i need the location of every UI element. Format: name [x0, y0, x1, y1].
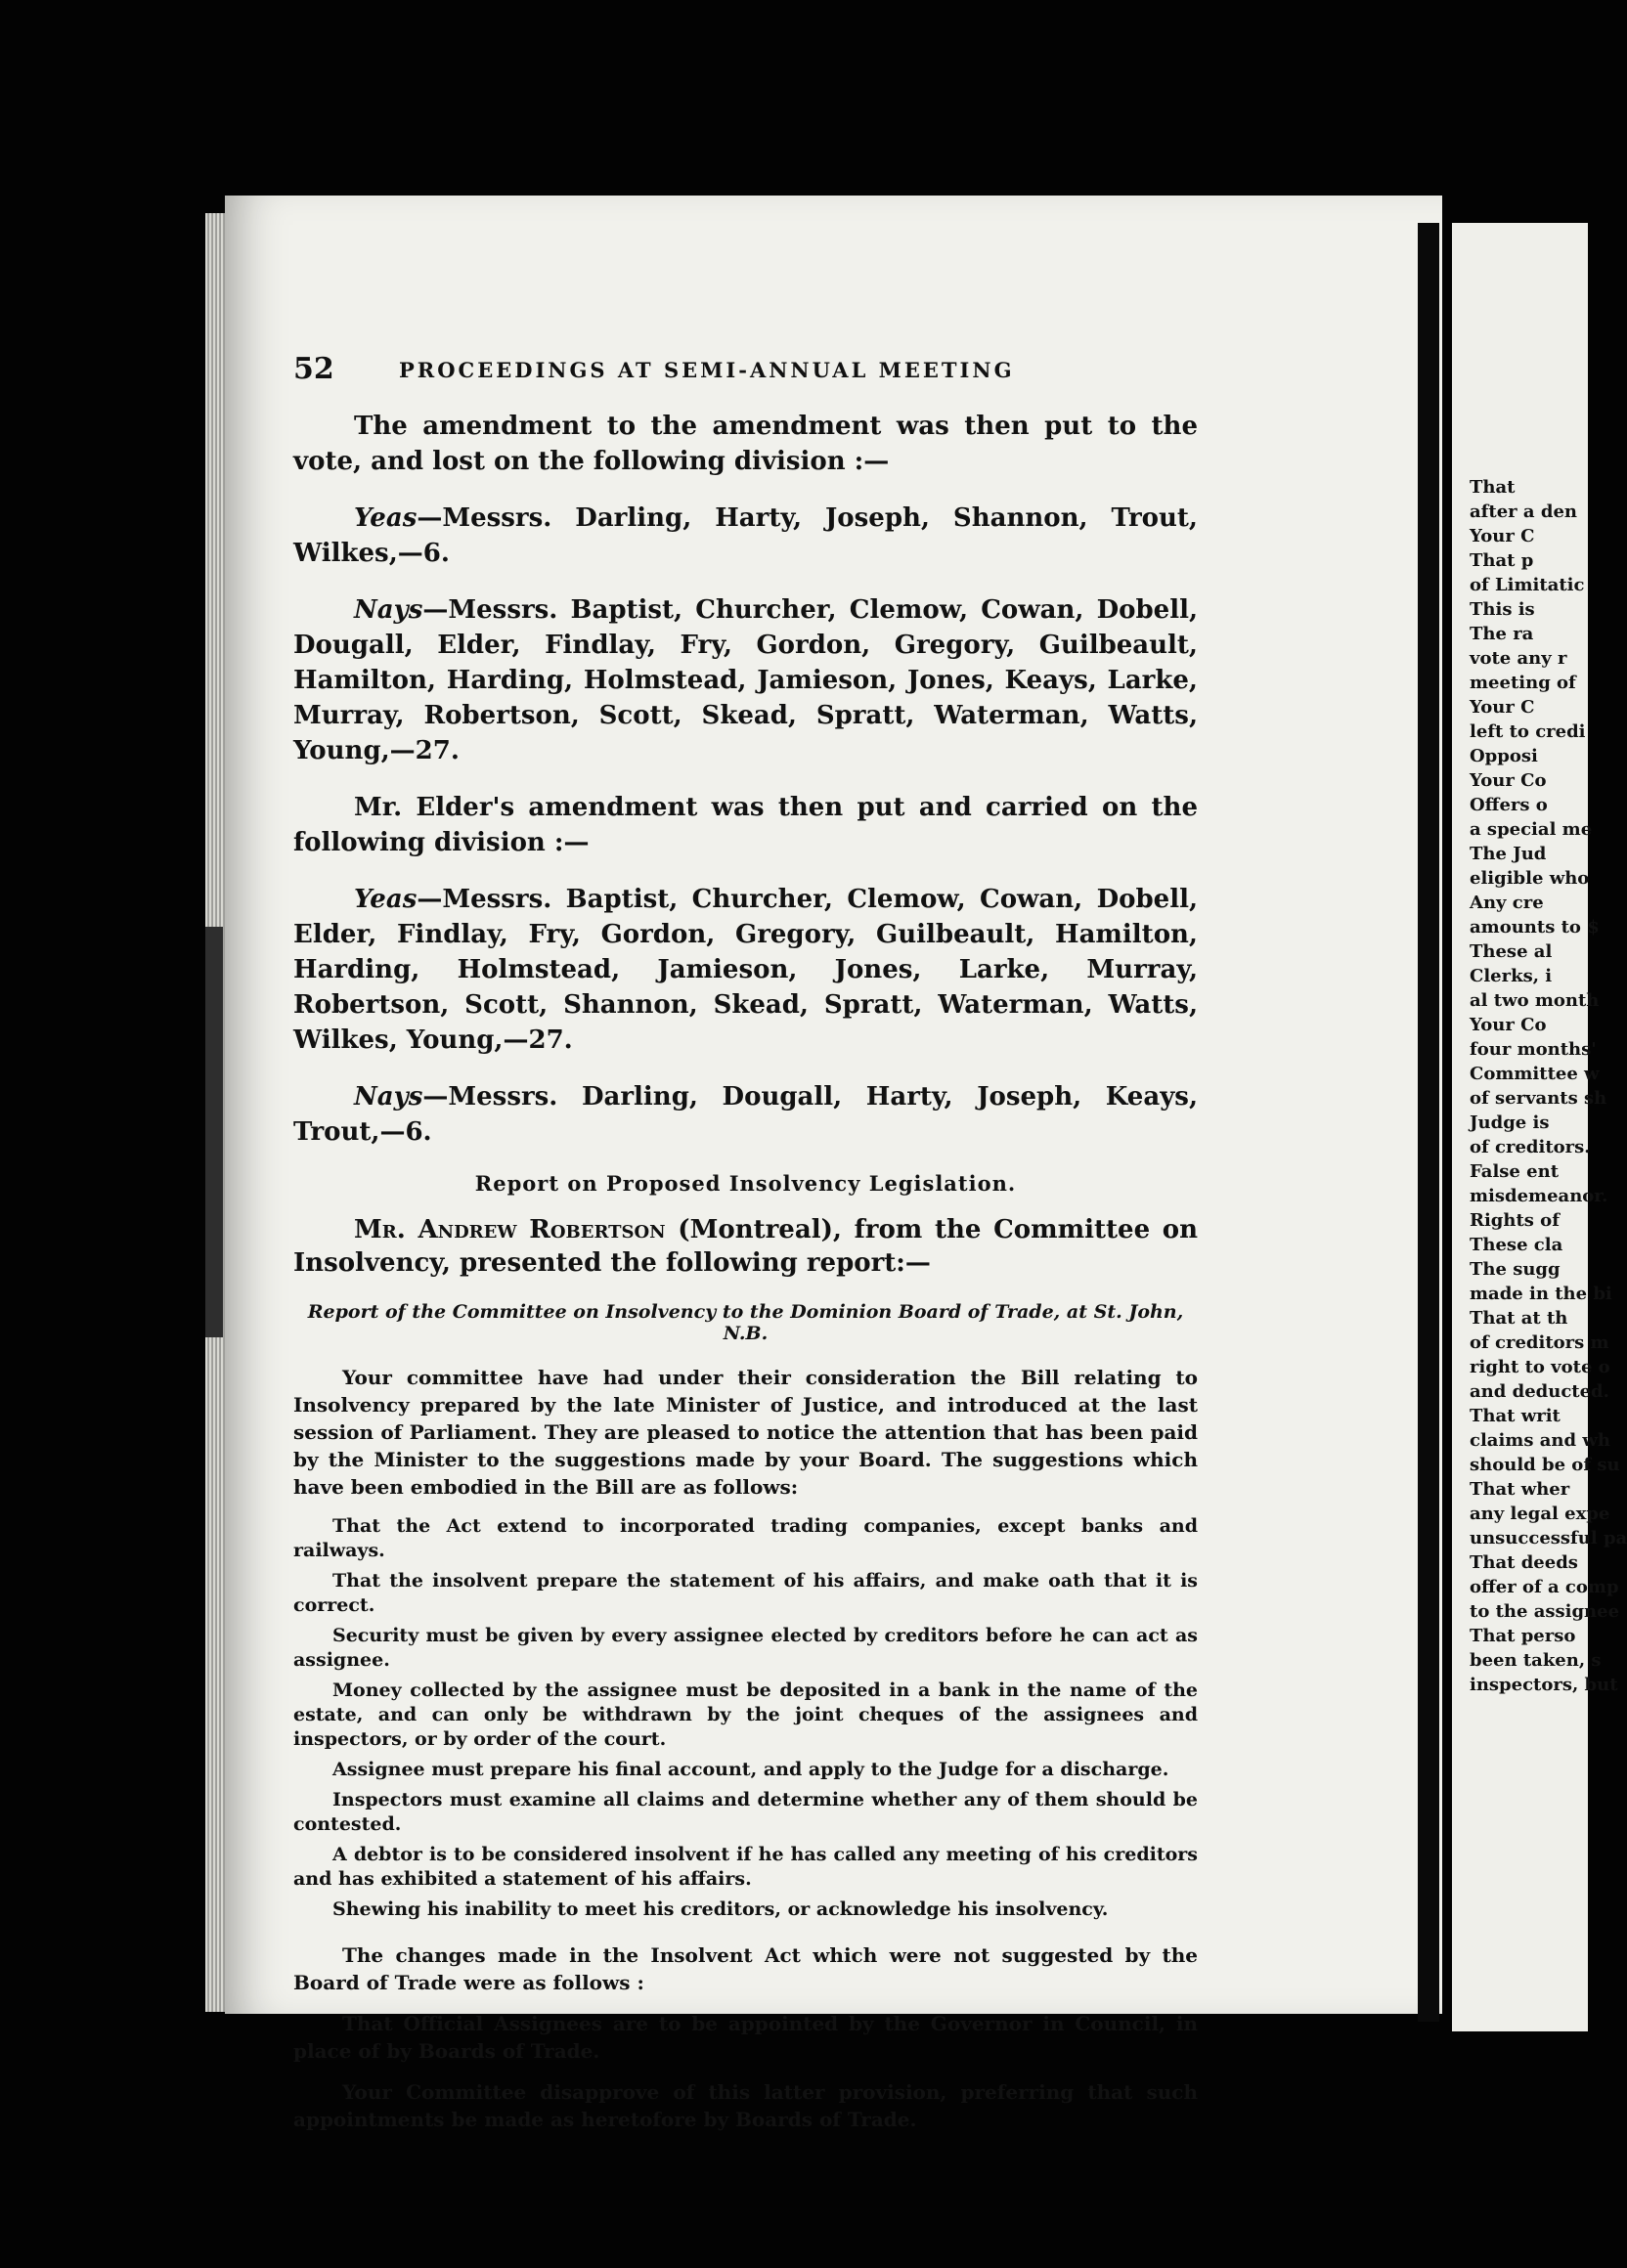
right-page-line: four months'	[1470, 1039, 1597, 1060]
paragraph-amendment-lost: The amendment to the amendment was then put to the vote, and lost on the following division :—	[293, 412, 1198, 476]
list-item: Money collected by the assignee must be deposited in a bank in the name of the estate, and can only be withdrawn by the joint cheques of the assignees and inspectors, or by order of the court.	[293, 1679, 1198, 1750]
right-page-line: made in the bi	[1470, 1284, 1612, 1304]
yeas-names: —Messrs. Baptist, Churcher, Clemow, Cowan, Dobell, Elder, Findlay, Fry, Gordon, Gregory, Guilbeault, Hamilton, Harding, Holmstead, Jamieson, Jones, Larke, Murray, Robertson, Scott, Shannon, Skead, Spratt, Waterman, Watts, Wilkes, Young,—27.	[293, 885, 1198, 1055]
right-page-line: Clerks, i	[1470, 966, 1553, 986]
right-page-line: Judge is	[1470, 1112, 1550, 1133]
list-item: Security must be given by every assignee elected by creditors before he can act as assignee.	[293, 1625, 1198, 1671]
yeas-names: —Messrs. Darling, Harty, Joseph, Shannon, Trout, Wilkes,—6.	[293, 503, 1198, 568]
nays-names: —Messrs. Baptist, Churcher, Clemow, Cowan, Dobell, Dougall, Elder, Findlay, Fry, Gordon, Gregory, Guilbeault, Hamilton, Harding, Holmstead, Jamieson, Jones, Keays, Larke, Murray, Robertson, Scott, Skead, Spratt, Waterman, Watts, Young,—27.	[293, 595, 1198, 765]
right-page-line: These cla	[1470, 1235, 1563, 1255]
right-page-line: This is	[1470, 599, 1535, 620]
right-page-line: That deeds	[1470, 1552, 1578, 1573]
report-paragraph-official-assignees: That Official Assignees are to be appointed by the Governor in Council, in place of by Boards of Trade.	[293, 2012, 1198, 2063]
right-page-line: of servants sh	[1470, 1088, 1607, 1109]
nays-names: —Messrs. Darling, Dougall, Harty, Joseph, Keays, Trout,—6.	[293, 1082, 1198, 1147]
report-title: Report of the Committee on Insolvency to the Dominion Board of Trade, at St. John, N.B.	[307, 1301, 1184, 1344]
right-page-line: unsuccessful pa	[1470, 1528, 1627, 1548]
list-item: A debtor is to be considered insolvent if he has called any meeting of his creditors and has exhibited a statement of his affairs.	[293, 1844, 1198, 1890]
right-page-line: should be of su	[1470, 1455, 1620, 1475]
right-page-line: and deducted.	[1470, 1381, 1609, 1402]
speaker-name: Mr. Andrew Robertson	[354, 1215, 666, 1244]
open-book	[205, 184, 1627, 2131]
list-item: Assignee must prepare his final account, and apply to the Judge for a discharge.	[332, 1759, 1169, 1780]
list-item: That the Act extend to incorporated trading companies, except banks and railways.	[293, 1515, 1198, 1561]
running-title: PROCEEDINGS AT SEMI-ANNUAL MEETING	[399, 358, 1015, 382]
gutter-divider	[1418, 223, 1439, 2022]
right-page-line: Your Co	[1470, 1015, 1547, 1035]
section-heading: Report on Proposed Insolvency Legislation.	[474, 1171, 1017, 1196]
list-item: That the insolvent prepare the statement of his affairs, and make oath that it is correct.	[293, 1570, 1198, 1616]
speaker-text: (Montreal), from the Committee on Insolvency, presented the following report:—	[293, 1215, 1199, 1278]
report-paragraph-1: Your committee have had under their consideration the Bill relating to Insolvency prepared by the late Minister of Justice, and introduced at the last session of Parliament. They are pleased to notice the attention that has been paid by the Minister to the suggestions made by your Board. The suggestions which have been embodied in the Bill are as follows:	[293, 1366, 1198, 1499]
yeas-first-division	[293, 501, 1198, 571]
right-page-line: of creditors.	[1470, 1137, 1591, 1157]
right-page-line: That p	[1470, 550, 1534, 571]
right-page-line: That perso	[1470, 1626, 1576, 1646]
right-page-line: claims and wh	[1470, 1430, 1610, 1451]
right-page-line: The Jud	[1470, 844, 1547, 864]
right-page-line: That	[1470, 477, 1516, 498]
right-page-line: of creditors m	[1470, 1332, 1609, 1353]
right-page-line: any legal expe	[1470, 1504, 1610, 1524]
left-page	[225, 196, 1442, 2131]
right-page-line: misdemeanor.	[1470, 1186, 1608, 1206]
page-edges-shadow	[205, 927, 223, 1337]
nays-first-division	[293, 592, 1198, 768]
paragraph-elder-amendment: Mr. Elder's amendment was then put and carried on the following division :—	[293, 793, 1198, 857]
right-page-line: Committee w	[1470, 1064, 1600, 1084]
yeas-label: Yeas	[354, 503, 418, 533]
right-page-line: That at th	[1470, 1308, 1568, 1329]
right-page-line: right to vote o	[1470, 1357, 1610, 1377]
list-item: Inspectors must examine all claims and determine whether any of them should be contested.	[293, 1789, 1198, 1835]
right-page-line: Your C	[1470, 697, 1535, 718]
right-page-line: These al	[1470, 941, 1553, 962]
right-page-line: offer of a comp	[1470, 1577, 1619, 1597]
right-page-line: Rights of	[1470, 1210, 1560, 1231]
report-paragraph-changes: The changes made in the Insolvent Act which were not suggested by the Board of Trade were as follows :	[293, 1943, 1198, 1994]
right-page-line: left to credi	[1470, 721, 1586, 742]
right-page-line: been taken, s	[1470, 1650, 1602, 1671]
nays-second-division	[293, 1079, 1198, 1150]
page-number: 52	[293, 352, 334, 386]
right-page-line: eligible who	[1470, 868, 1590, 889]
running-head	[293, 352, 1271, 386]
right-page-line: meeting of	[1470, 673, 1576, 693]
right-page-line: Your Co	[1470, 770, 1547, 791]
right-page-line: al two month	[1470, 990, 1600, 1011]
right-page-line: The ra	[1470, 624, 1534, 644]
list-item: Shewing his inability to meet his creditors, or acknowledge his insolvency.	[332, 1898, 1109, 1920]
paragraph-robertson	[293, 1213, 1198, 1280]
right-page-line: Any cre	[1470, 893, 1544, 913]
right-page-line: False ent	[1470, 1161, 1560, 1182]
right-page-line: Your C	[1470, 526, 1535, 546]
right-page-line: vote any r	[1470, 648, 1567, 669]
right-page-line: to the assignee	[1470, 1601, 1620, 1622]
right-page-line: inspectors, but	[1470, 1675, 1618, 1695]
right-page-line: after a den	[1470, 502, 1577, 522]
right-page-line: amounts to $	[1470, 917, 1600, 938]
right-page-fragment	[1452, 223, 1627, 2031]
right-page-line: That writ	[1470, 1406, 1561, 1426]
report-paragraph-disapprove: Your Committee disapprove of this latter provision, preferring that such appointments be made as heretofore by Boards of Trade.	[293, 2080, 1198, 2131]
suggestions-list	[293, 1514, 1198, 1922]
right-page-line: The sugg	[1470, 1259, 1561, 1280]
yeas-label: Yeas	[354, 885, 418, 914]
right-page-line: Opposi	[1470, 746, 1538, 766]
right-page-line: Offers o	[1470, 795, 1548, 815]
page-body	[293, 409, 1198, 2147]
nays-label: Nays	[354, 1082, 423, 1112]
right-page-line: of Limitatic	[1470, 575, 1585, 595]
right-page-text	[1470, 475, 1627, 1697]
yeas-second-division	[293, 882, 1198, 1058]
right-page-line: That wher	[1470, 1479, 1570, 1500]
nays-label: Nays	[354, 595, 423, 625]
right-page-line: a special me	[1470, 819, 1593, 840]
